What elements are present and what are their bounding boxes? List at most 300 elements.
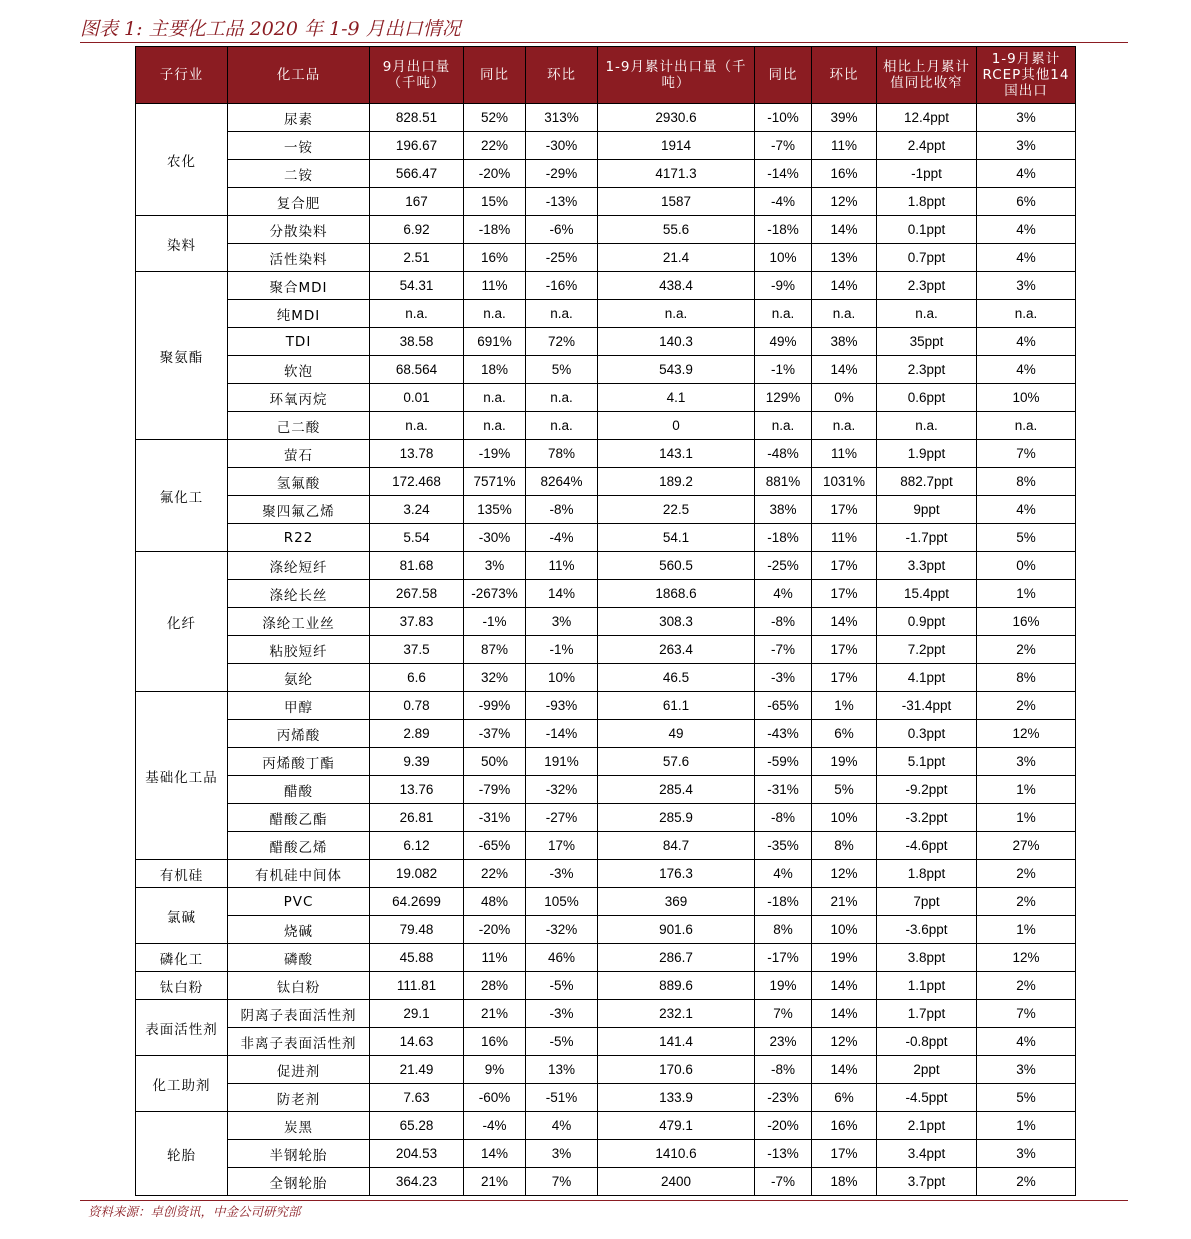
ytd-yoy-cell: n.a.: [755, 412, 812, 440]
rcep-share-cell: 5%: [977, 1084, 1076, 1112]
table-row: [136, 244, 1076, 272]
ytd-mom-cell: 14%: [812, 608, 877, 636]
ytd-mom-cell: 17%: [812, 580, 877, 608]
ytd-yoy-cell: -7%: [755, 636, 812, 664]
ytd-export-cell: 0: [598, 412, 755, 440]
narrowing-cell: 3.8ppt: [877, 944, 977, 972]
narrowing-cell: 1.8ppt: [877, 188, 977, 216]
sep-mom-cell: n.a.: [526, 300, 598, 328]
sep-mom-cell: 5%: [526, 356, 598, 384]
table-body: [136, 104, 1076, 1196]
ytd-mom-cell: 21%: [812, 888, 877, 916]
sep-export-cell: 65.28: [370, 1112, 464, 1140]
narrowing-cell: 3.7ppt: [877, 1168, 977, 1196]
sep-yoy-cell: -20%: [464, 916, 526, 944]
narrowing-cell: 0.9ppt: [877, 608, 977, 636]
table-row: [136, 496, 1076, 524]
rcep-share-cell: 27%: [977, 832, 1076, 860]
sep-yoy-cell: 28%: [464, 972, 526, 1000]
table-row: [136, 132, 1076, 160]
rcep-share-cell: n.a.: [977, 412, 1076, 440]
ytd-yoy-cell: -18%: [755, 888, 812, 916]
ytd-export-cell: 543.9: [598, 356, 755, 384]
ytd-mom-cell: 38%: [812, 328, 877, 356]
ytd-mom-cell: 12%: [812, 1028, 877, 1056]
sep-mom-cell: -27%: [526, 804, 598, 832]
sep-export-cell: 64.2699: [370, 888, 464, 916]
rcep-share-cell: 16%: [977, 608, 1076, 636]
product-cell: 复合肥: [228, 188, 370, 216]
sep-export-cell: 7.63: [370, 1084, 464, 1112]
ytd-yoy-cell: -7%: [755, 132, 812, 160]
narrowing-cell: 0.1ppt: [877, 216, 977, 244]
table-row: [136, 384, 1076, 412]
rcep-share-cell: 7%: [977, 1000, 1076, 1028]
ytd-yoy-cell: -1%: [755, 356, 812, 384]
sep-export-cell: 68.564: [370, 356, 464, 384]
rcep-share-cell: 1%: [977, 916, 1076, 944]
narrowing-cell: 0.6ppt: [877, 384, 977, 412]
ytd-mom-cell: 18%: [812, 1168, 877, 1196]
ytd-export-cell: 2400: [598, 1168, 755, 1196]
narrowing-cell: n.a.: [877, 412, 977, 440]
rcep-share-cell: 3%: [977, 1056, 1076, 1084]
sep-mom-cell: -16%: [526, 272, 598, 300]
sep-export-cell: 45.88: [370, 944, 464, 972]
sep-export-cell: 37.5: [370, 636, 464, 664]
narrowing-cell: 4.1ppt: [877, 664, 977, 692]
sub-industry-cell: 表面活性剂: [136, 1000, 228, 1056]
table-row: [136, 748, 1076, 776]
rcep-share-cell: 7%: [977, 440, 1076, 468]
ytd-export-cell: 57.6: [598, 748, 755, 776]
sep-export-cell: 79.48: [370, 916, 464, 944]
ytd-mom-cell: 5%: [812, 776, 877, 804]
sep-mom-cell: -5%: [526, 972, 598, 1000]
sep-yoy-cell: 22%: [464, 132, 526, 160]
ytd-yoy-cell: 8%: [755, 916, 812, 944]
product-cell: 分散染料: [228, 216, 370, 244]
ytd-mom-cell: 11%: [812, 524, 877, 552]
rcep-share-cell: 5%: [977, 524, 1076, 552]
ytd-export-cell: 1587: [598, 188, 755, 216]
rcep-share-cell: 1%: [977, 776, 1076, 804]
sep-yoy-cell: 11%: [464, 272, 526, 300]
rcep-share-cell: 3%: [977, 104, 1076, 132]
product-cell: 环氧丙烷: [228, 384, 370, 412]
sep-mom-cell: -5%: [526, 1028, 598, 1056]
sep-export-cell: 828.51: [370, 104, 464, 132]
ytd-yoy-cell: -43%: [755, 720, 812, 748]
sep-export-cell: 172.468: [370, 468, 464, 496]
sep-yoy-cell: -99%: [464, 692, 526, 720]
narrowing-cell: 1.7ppt: [877, 1000, 977, 1028]
ytd-export-cell: 4171.3: [598, 160, 755, 188]
ytd-mom-cell: 1%: [812, 692, 877, 720]
rcep-share-cell: 3%: [977, 1140, 1076, 1168]
ytd-export-cell: 889.6: [598, 972, 755, 1000]
product-cell: 甲醇: [228, 692, 370, 720]
ytd-export-cell: 901.6: [598, 916, 755, 944]
sep-export-header: 9月出口量（千吨）: [370, 47, 464, 104]
rcep-share-cell: 2%: [977, 1168, 1076, 1196]
ytd-yoy-cell: -48%: [755, 440, 812, 468]
sep-mom-cell: -14%: [526, 720, 598, 748]
table-row: [136, 944, 1076, 972]
sep-mom-cell: 46%: [526, 944, 598, 972]
sub-industry-cell: 磷化工: [136, 944, 228, 972]
ytd-export-cell: 143.1: [598, 440, 755, 468]
ytd-mom-cell: 14%: [812, 356, 877, 384]
sep-yoy-cell: 52%: [464, 104, 526, 132]
sep-yoy-cell: 16%: [464, 1028, 526, 1056]
table-row: [136, 1000, 1076, 1028]
narrowing-cell: 9ppt: [877, 496, 977, 524]
ytd-mom-cell: n.a.: [812, 412, 877, 440]
ytd-mom-cell: 14%: [812, 216, 877, 244]
sub-industry-cell: 有机硅: [136, 860, 228, 888]
table-row: [136, 1112, 1076, 1140]
table-row: [136, 104, 1076, 132]
sub-industry-cell: 氟化工: [136, 440, 228, 552]
sep-export-cell: 13.78: [370, 440, 464, 468]
ytd-yoy-cell: -14%: [755, 160, 812, 188]
sep-export-cell: 9.39: [370, 748, 464, 776]
sep-mom-cell: -4%: [526, 524, 598, 552]
narrowing-cell: 12.4ppt: [877, 104, 977, 132]
sub-industry-cell: 染料: [136, 216, 228, 272]
product-cell: 醋酸乙酯: [228, 804, 370, 832]
sep-mom-cell: -32%: [526, 916, 598, 944]
rcep-share-cell: 10%: [977, 384, 1076, 412]
ytd-mom-cell: 17%: [812, 496, 877, 524]
sep-export-cell: 54.31: [370, 272, 464, 300]
ytd-mom-cell: 17%: [812, 664, 877, 692]
ytd-export-cell: 308.3: [598, 608, 755, 636]
product-cell: 涤纶短纤: [228, 552, 370, 580]
ytd-mom-cell: 16%: [812, 1112, 877, 1140]
rcep-share-cell: 4%: [977, 244, 1076, 272]
product-cell: 非离子表面活性剂: [228, 1028, 370, 1056]
ytd-yoy-cell: -9%: [755, 272, 812, 300]
ytd-yoy-cell: 881%: [755, 468, 812, 496]
table-row: [136, 356, 1076, 384]
ytd-mom-cell: 11%: [812, 440, 877, 468]
rcep-share-cell: 4%: [977, 160, 1076, 188]
ytd-export-cell: 140.3: [598, 328, 755, 356]
sep-mom-cell: 78%: [526, 440, 598, 468]
rcep-share-cell: 4%: [977, 1028, 1076, 1056]
product-cell: 尿素: [228, 104, 370, 132]
product-cell: 丙烯酸: [228, 720, 370, 748]
sep-export-cell: 5.54: [370, 524, 464, 552]
sep-yoy-cell: -79%: [464, 776, 526, 804]
ytd-yoy-cell: 129%: [755, 384, 812, 412]
sep-yoy-cell: -18%: [464, 216, 526, 244]
product-cell: 阴离子表面活性剂: [228, 1000, 370, 1028]
rcep-share-cell: 6%: [977, 188, 1076, 216]
product-cell: TDI: [228, 328, 370, 356]
sep-export-cell: 3.24: [370, 496, 464, 524]
narrowing-cell: 1.1ppt: [877, 972, 977, 1000]
sep-mom-cell: 8264%: [526, 468, 598, 496]
rcep-share-cell: 1%: [977, 580, 1076, 608]
product-cell: 氨纶: [228, 664, 370, 692]
narrowing-cell: 2ppt: [877, 1056, 977, 1084]
product-cell: 氢氟酸: [228, 468, 370, 496]
ytd-yoy-cell: 4%: [755, 580, 812, 608]
sep-mom-cell: -6%: [526, 216, 598, 244]
sep-export-cell: 21.49: [370, 1056, 464, 1084]
product-cell: 炭黑: [228, 1112, 370, 1140]
sep-export-cell: 364.23: [370, 1168, 464, 1196]
ytd-mom-cell: 6%: [812, 720, 877, 748]
sep-mom-cell: -30%: [526, 132, 598, 160]
table-row: [136, 1084, 1076, 1112]
export-table: [135, 46, 1076, 1196]
sep-export-cell: 37.83: [370, 608, 464, 636]
ytd-mom-cell: 17%: [812, 636, 877, 664]
sub-industry-cell: 轮胎: [136, 1112, 228, 1196]
ytd-yoy-cell: -17%: [755, 944, 812, 972]
ytd-mom-cell: 6%: [812, 1084, 877, 1112]
table-row: [136, 524, 1076, 552]
narrowing-cell: 0.7ppt: [877, 244, 977, 272]
product-cell: 半钢轮胎: [228, 1140, 370, 1168]
sep-yoy-cell: 22%: [464, 860, 526, 888]
narrowing-cell: -4.5ppt: [877, 1084, 977, 1112]
ytd-export-cell: 46.5: [598, 664, 755, 692]
rcep-share-cell: 3%: [977, 132, 1076, 160]
table-row: [136, 608, 1076, 636]
narrowing-cell: 2.3ppt: [877, 356, 977, 384]
rcep-share-cell: 0%: [977, 552, 1076, 580]
ytd-mom-cell: 12%: [812, 188, 877, 216]
sep-export-cell: 81.68: [370, 552, 464, 580]
ytd-yoy-cell: 23%: [755, 1028, 812, 1056]
ytd-export-cell: 1410.6: [598, 1140, 755, 1168]
sub-industry-cell: 钛白粉: [136, 972, 228, 1000]
sep-export-cell: 2.89: [370, 720, 464, 748]
ytd-export-cell: 285.4: [598, 776, 755, 804]
narrowing-cell: 2.1ppt: [877, 1112, 977, 1140]
table-header: [136, 47, 1076, 104]
sep-mom-cell: -3%: [526, 860, 598, 888]
ytd-yoy-cell: 19%: [755, 972, 812, 1000]
ytd-mom-cell: 1031%: [812, 468, 877, 496]
sep-mom-cell: 7%: [526, 1168, 598, 1196]
sep-export-cell: n.a.: [370, 300, 464, 328]
sep-yoy-cell: -4%: [464, 1112, 526, 1140]
product-cell: 促进剂: [228, 1056, 370, 1084]
table-row: [136, 188, 1076, 216]
ytd-yoy-cell: -13%: [755, 1140, 812, 1168]
ytd-mom-cell: 14%: [812, 272, 877, 300]
table-row: [136, 552, 1076, 580]
ytd-mom-cell: 14%: [812, 1056, 877, 1084]
sub-industry-cell: 聚氨酯: [136, 272, 228, 440]
product-cell: 丙烯酸丁酯: [228, 748, 370, 776]
sep-mom-cell: 313%: [526, 104, 598, 132]
ytd-yoy-cell: -3%: [755, 664, 812, 692]
sep-yoy-cell: -20%: [464, 160, 526, 188]
narrowing-cell: 1.9ppt: [877, 440, 977, 468]
rcep-share-header: 1-9月累计RCEP其他14国出口: [977, 47, 1076, 104]
table-row: [136, 972, 1076, 1000]
sep-yoy-cell: 3%: [464, 552, 526, 580]
rcep-share-cell: 2%: [977, 636, 1076, 664]
ytd-export-cell: 22.5: [598, 496, 755, 524]
product-cell: 粘胶短纤: [228, 636, 370, 664]
sep-export-cell: 38.58: [370, 328, 464, 356]
narrowing-cell: 3.3ppt: [877, 552, 977, 580]
product-cell: 二铵: [228, 160, 370, 188]
narrowing-cell: -1.7ppt: [877, 524, 977, 552]
ytd-yoy-cell: -23%: [755, 1084, 812, 1112]
rcep-share-cell: n.a.: [977, 300, 1076, 328]
table-row: [136, 664, 1076, 692]
sep-yoy-cell: 50%: [464, 748, 526, 776]
product-cell: 一铵: [228, 132, 370, 160]
sep-mom-cell: 3%: [526, 1140, 598, 1168]
ytd-yoy-cell: -65%: [755, 692, 812, 720]
table-row: [136, 720, 1076, 748]
sep-export-cell: 6.6: [370, 664, 464, 692]
ytd-mom-cell: 14%: [812, 972, 877, 1000]
sep-yoy-cell: 691%: [464, 328, 526, 356]
product-cell: 纯MDI: [228, 300, 370, 328]
ytd-yoy-cell: -4%: [755, 188, 812, 216]
sub-industry-cell: 农化: [136, 104, 228, 216]
figure-title: 图表 1: 主要化工品 2020 年 1-9 月出口情况: [80, 18, 461, 40]
table-row: [136, 636, 1076, 664]
rcep-share-cell: 2%: [977, 972, 1076, 1000]
ytd-yoy-cell: -18%: [755, 216, 812, 244]
sep-mom-cell: -3%: [526, 1000, 598, 1028]
ytd-export-cell: 61.1: [598, 692, 755, 720]
ytd-yoy-cell: -8%: [755, 608, 812, 636]
sep-mom-cell: -8%: [526, 496, 598, 524]
ytd-yoy-cell: -20%: [755, 1112, 812, 1140]
sep-yoy-cell: -37%: [464, 720, 526, 748]
table-row: [136, 776, 1076, 804]
ytd-yoy-cell: -18%: [755, 524, 812, 552]
ytd-export-cell: 263.4: [598, 636, 755, 664]
sep-mom-cell: -29%: [526, 160, 598, 188]
sep-export-cell: 267.58: [370, 580, 464, 608]
sep-mom-cell: -13%: [526, 188, 598, 216]
ytd-mom-cell: 10%: [812, 916, 877, 944]
table-row: [136, 160, 1076, 188]
product-cell: 有机硅中间体: [228, 860, 370, 888]
ytd-yoy-cell: -25%: [755, 552, 812, 580]
sep-export-cell: 566.47: [370, 160, 464, 188]
product-cell: 醋酸乙烯: [228, 832, 370, 860]
sep-export-cell: 2.51: [370, 244, 464, 272]
ytd-mom-cell: 0%: [812, 384, 877, 412]
product-cell: 涤纶长丝: [228, 580, 370, 608]
ytd-mom-cell: 14%: [812, 1000, 877, 1028]
product-cell: 涤纶工业丝: [228, 608, 370, 636]
rcep-share-cell: 3%: [977, 748, 1076, 776]
sep-yoy-header: 同比: [464, 47, 526, 104]
sep-yoy-cell: -31%: [464, 804, 526, 832]
ytd-export-cell: 1868.6: [598, 580, 755, 608]
sep-export-cell: 26.81: [370, 804, 464, 832]
sep-yoy-cell: 21%: [464, 1000, 526, 1028]
narrowing-cell: 0.3ppt: [877, 720, 977, 748]
rcep-share-cell: 1%: [977, 1112, 1076, 1140]
narrowing-cell: 2.3ppt: [877, 272, 977, 300]
ytd-yoy-cell: -59%: [755, 748, 812, 776]
ytd-yoy-cell: -7%: [755, 1168, 812, 1196]
sep-yoy-cell: 87%: [464, 636, 526, 664]
rcep-share-cell: 4%: [977, 328, 1076, 356]
rcep-share-cell: 4%: [977, 356, 1076, 384]
narrowing-cell: n.a.: [877, 300, 977, 328]
ytd-export-cell: 133.9: [598, 1084, 755, 1112]
ytd-mom-cell: 16%: [812, 160, 877, 188]
narrowing-cell: 7.2ppt: [877, 636, 977, 664]
sep-yoy-cell: 16%: [464, 244, 526, 272]
title-rule: [80, 42, 1128, 43]
ytd-yoy-cell: -10%: [755, 104, 812, 132]
narrowing-cell: 5.1ppt: [877, 748, 977, 776]
table-row: [136, 1028, 1076, 1056]
narrowing-cell: 3.4ppt: [877, 1140, 977, 1168]
product-cell: 醋酸: [228, 776, 370, 804]
narrowing-cell: -0.8ppt: [877, 1028, 977, 1056]
ytd-export-cell: 438.4: [598, 272, 755, 300]
sep-mom-cell: 3%: [526, 608, 598, 636]
rcep-share-cell: 8%: [977, 664, 1076, 692]
table-row: [136, 328, 1076, 356]
ytd-mom-cell: n.a.: [812, 300, 877, 328]
sep-yoy-cell: 7571%: [464, 468, 526, 496]
narrowing-cell: 35ppt: [877, 328, 977, 356]
sep-export-cell: 6.12: [370, 832, 464, 860]
sep-export-cell: 167: [370, 188, 464, 216]
sep-mom-cell: 4%: [526, 1112, 598, 1140]
sep-mom-cell: 11%: [526, 552, 598, 580]
sep-export-cell: 0.78: [370, 692, 464, 720]
ytd-export-cell: 176.3: [598, 860, 755, 888]
source-rule: [80, 1200, 1128, 1201]
ytd-mom-cell: 8%: [812, 832, 877, 860]
ytd-mom-cell: 10%: [812, 804, 877, 832]
product-cell: PVC: [228, 888, 370, 916]
table-row: [136, 580, 1076, 608]
ytd-yoy-cell: 4%: [755, 860, 812, 888]
sep-export-cell: 196.67: [370, 132, 464, 160]
sep-yoy-cell: n.a.: [464, 412, 526, 440]
table-row: [136, 832, 1076, 860]
sep-yoy-cell: 48%: [464, 888, 526, 916]
ytd-yoy-cell: -35%: [755, 832, 812, 860]
ytd-export-cell: 560.5: [598, 552, 755, 580]
sep-mom-cell: -25%: [526, 244, 598, 272]
ytd-yoy-cell: 49%: [755, 328, 812, 356]
product-header: 化工品: [228, 47, 370, 104]
rcep-share-cell: 12%: [977, 720, 1076, 748]
sep-mom-cell: n.a.: [526, 412, 598, 440]
sep-mom-cell: 13%: [526, 1056, 598, 1084]
sep-mom-cell: -32%: [526, 776, 598, 804]
ytd-yoy-header: 同比: [755, 47, 812, 104]
table-row: [136, 412, 1076, 440]
source-note: 资料来源：卓创资讯，中金公司研究部: [88, 1204, 301, 1219]
sep-yoy-cell: -19%: [464, 440, 526, 468]
